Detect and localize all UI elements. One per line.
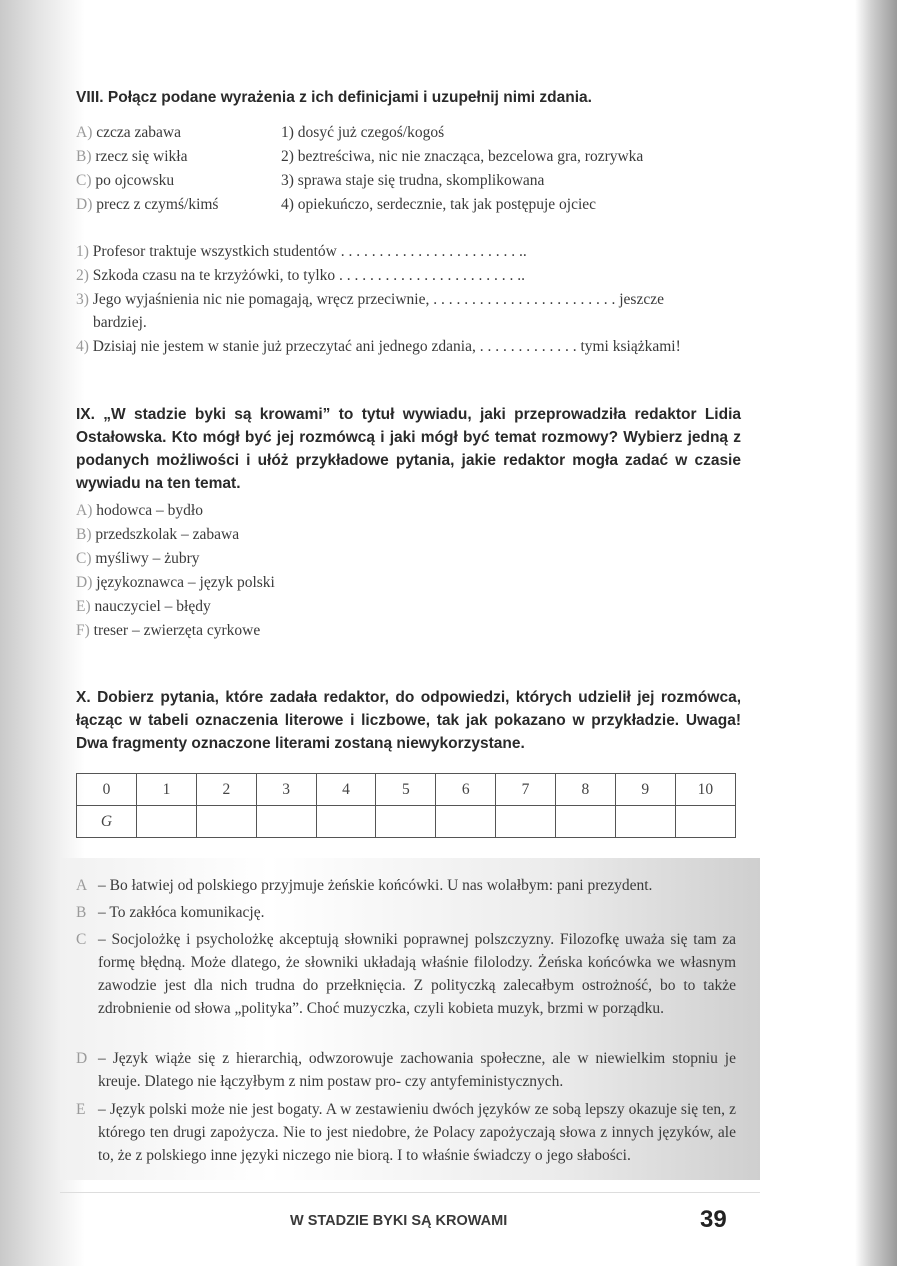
option-text: językoznawca – język polski: [96, 574, 275, 591]
answer-table-cell[interactable]: [196, 806, 256, 838]
exercise-10-number: X.: [76, 689, 91, 706]
definition-item: 4) opiekuńczo, serdecznie, tak jak postępuje ojciec: [281, 196, 597, 213]
page-edge-shadow: [855, 0, 897, 1266]
answer-table-cell: G: [77, 806, 137, 838]
definition-item: 2) beztreściwa, nic nie znacząca, bezcelowa gra, rozrywka: [281, 148, 644, 165]
sentence-text: Jego wyjaśnienia nic nie pomagają, wręcz przeciwnie, . . . . . . . . . . . . . . . . . . . . . . . . jeszcze: [92, 291, 664, 308]
answer-table-header-cell: 10: [675, 774, 735, 806]
running-footer-title: W STADZIE BYKI SĄ KROWAMI: [290, 1213, 508, 1229]
footer-divider: [60, 1192, 760, 1193]
answer-table-header-cell: 4: [316, 774, 376, 806]
expression-text: po ojcowsku: [95, 172, 175, 189]
sentence-number: 1): [76, 243, 89, 260]
answer-table-header-row: [77, 774, 736, 806]
definition-item: 3) sprawa staje się trudna, skomplikowana: [281, 172, 545, 189]
answer-table-header-cell: 7: [496, 774, 556, 806]
answer-text: – To zakłóca komunikację.: [98, 904, 265, 921]
answer-letter: E: [76, 1101, 86, 1118]
answer-table-answer-row: [77, 806, 736, 838]
expression-item: [76, 169, 174, 193]
answer-table-cell[interactable]: [316, 806, 376, 838]
sentence-item: [76, 264, 525, 288]
option-item: [76, 523, 239, 547]
exercise-10-heading: [76, 686, 741, 755]
option-letter: E): [76, 598, 91, 615]
option-text: nauczyciel – błędy: [94, 598, 211, 615]
expression-text: rzecz się wikła: [95, 148, 188, 165]
option-letter: C): [76, 550, 92, 567]
option-text: przedszkolak – zabawa: [95, 526, 240, 543]
answer-table-header-cell: 6: [436, 774, 496, 806]
answer-item-c: [76, 928, 736, 1020]
answer-table-header-cell: 1: [137, 774, 197, 806]
answer-letter: A: [76, 877, 88, 894]
expression-item: [76, 121, 181, 145]
option-letter: B): [76, 526, 92, 543]
option-text: myśliwy – żubry: [95, 550, 200, 567]
expression-letter: A): [76, 124, 93, 141]
sentence-item: [76, 240, 527, 264]
answer-table-cell[interactable]: [675, 806, 735, 838]
expression-letter: C): [76, 172, 92, 189]
option-item: [76, 547, 200, 571]
option-text: treser – zwierzęta cyrkowe: [93, 622, 261, 639]
answer-text: – Socjolożkę i psycholożkę akceptują słowniki poprawnej polszczyzny. Filozofkę uważa się tam za formę błędną. Może dlatego, że słowniki układają właśnie filolodzy. Żeńska końcówka we własnym zawodzie jest dla nich trudna do przełknięcia. Z polityczką zalecałbym ostrożność, bo to także zdrobnienie od słowa „polityka”. Choć muzyczka, czyli kobieta muzyk, brzmi w porządku.: [98, 931, 736, 1017]
definition-item: 1) dosyć już czegoś/kogoś: [281, 124, 445, 141]
sentence-text: Profesor traktuje wszystkich studentów . . . . . . . . . . . . . . . . . . . . . . . ..: [92, 243, 527, 260]
sentence-text: Dzisiaj nie jestem w stanie już przeczytać ani jednego zdania, . . . . . . . . . . . . . tymi książkami!: [92, 338, 681, 355]
option-letter: A): [76, 502, 93, 519]
answer-table-cell[interactable]: [615, 806, 675, 838]
option-text: hodowca – bydło: [96, 502, 203, 519]
option-item: [76, 571, 275, 595]
sentence-item: [76, 288, 664, 312]
option-letter: F): [76, 622, 90, 639]
answer-table-header-cell: 2: [196, 774, 256, 806]
answer-table-cell[interactable]: [376, 806, 436, 838]
exercise-9-heading: [76, 403, 741, 495]
answer-item-a: [76, 874, 736, 897]
sentence-continuation: bardziej.: [93, 314, 147, 331]
sentence-item: [76, 335, 681, 359]
answer-text: – Bo łatwiej od polskiego przyjmuje żeńskie końcówki. U nas wolałbym: pani prezydent.: [98, 877, 653, 894]
answer-item-e: [76, 1098, 736, 1167]
sentence-number: 4): [76, 338, 89, 355]
answer-table-cell[interactable]: [436, 806, 496, 838]
answer-table-cell[interactable]: [555, 806, 615, 838]
option-item: [76, 595, 211, 619]
exercise-10-instruction: Dobierz pytania, które zadała redaktor, do odpowiedzi, których udzielił jej rozmówca, łącząc w tabeli oznaczenia literowe i liczbowe, tak jak pokazano w przykładzie. Uwaga! Dwa fragmenty oznaczone literami zostaną niewykorzystane.: [76, 689, 742, 752]
page-number: 39: [700, 1206, 727, 1233]
answer-table-cell[interactable]: [496, 806, 556, 838]
answer-table: [76, 773, 736, 838]
answer-letter: B: [76, 904, 87, 921]
expression-letter: D): [76, 196, 93, 213]
exercise-8-instruction: Połącz podane wyrażenia z ich definicjami i uzupełnij nimi zdania.: [107, 89, 592, 106]
exercise-8-number: VIII.: [76, 89, 104, 106]
exercise-9-instruction: „W stadzie byki są krowami” to tytuł wywiadu, jaki przeprowadziła redaktor Lidia Ostałowska. Kto mógł być jej rozmówcą i jaki mógł być temat rozmowy? Wybierz jedną z podanych możliwości i ułóż przykładowe pytania, jakie redaktor mogła zadać w czasie wywiadu na ten temat.: [76, 406, 742, 492]
answer-item-d: [76, 1047, 736, 1093]
sentence-text: Szkoda czasu na te krzyżówki, to tylko . . . . . . . . . . . . . . . . . . . . . . . ..: [92, 267, 526, 284]
answer-table-cell[interactable]: [137, 806, 197, 838]
answer-text: – Język wiąże się z hierarchią, odwzorowuje zachowania społeczne, ale w niewielkim stopniu je kreuje. Dlatego nie łączyłbym z nim postaw pro- czy antyfeministycznych.: [98, 1050, 736, 1090]
option-item: [76, 619, 260, 643]
answer-table-header-cell: 3: [256, 774, 316, 806]
expression-text: czcza zabawa: [96, 124, 181, 141]
answer-text: – Język polski może nie jest bogaty. A w zestawieniu dwóch języków ze sobą lepszy okazuje się ten, z którego ten drugi zapożycza. Nie to jest niedobre, że Polacy zapożyczają słowa z innych języków, ale to, że z polskiego inne języki niczego nie biorą. I to właśnie świadczy o jego słabości.: [98, 1101, 736, 1164]
expression-item: [76, 193, 218, 217]
option-item: [76, 499, 203, 523]
expression-letter: B): [76, 148, 92, 165]
answer-letter: C: [76, 931, 87, 948]
answer-table-header-cell: 8: [555, 774, 615, 806]
expression-text: precz z czymś/kimś: [96, 196, 219, 213]
answer-table-header-cell: 0: [77, 774, 137, 806]
answer-table-header-cell: 9: [615, 774, 675, 806]
answer-table-cell[interactable]: [256, 806, 316, 838]
sentence-number: 3): [76, 291, 89, 308]
sentence-number: 2): [76, 267, 89, 284]
answer-table-header-cell: 5: [376, 774, 436, 806]
answer-item-b: [76, 901, 736, 924]
option-letter: D): [76, 574, 93, 591]
exercise-8-heading: [76, 86, 741, 109]
expression-item: [76, 145, 187, 169]
exercise-9-number: IX.: [76, 406, 95, 423]
answer-letter: D: [76, 1050, 88, 1067]
